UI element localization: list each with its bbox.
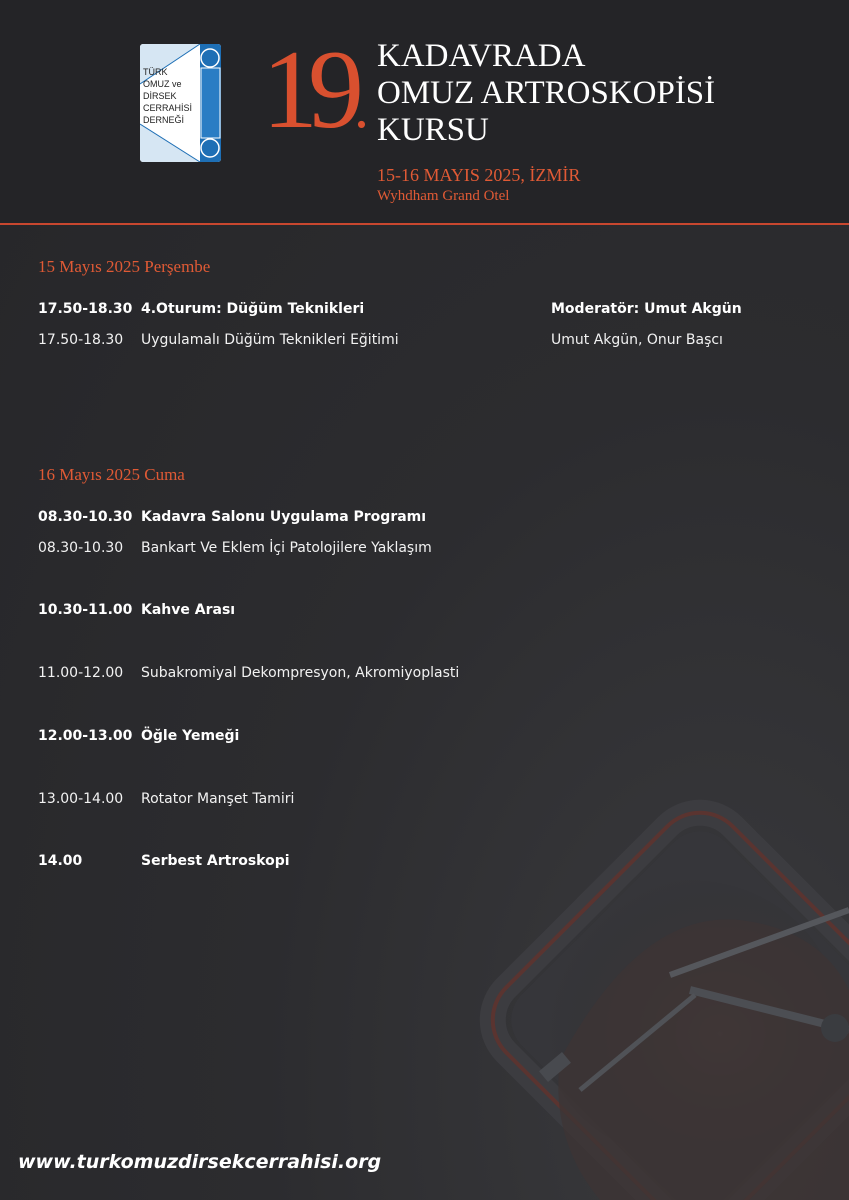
arthroscopy-illustration [440, 760, 849, 1200]
row-description: 4.Oturum: Düğüm Teknikleri [141, 301, 365, 317]
course-edition-number [262, 30, 369, 167]
row-time: 08.30-10.30 [38, 540, 124, 556]
row-description: Subakromiyal Dekompresyon, Akromiyoplasti [141, 665, 460, 681]
course-venue: Wyhdham Grand Otel [377, 188, 510, 204]
title-line: OMUZ ARTROSKOPİSİ [377, 75, 716, 111]
logo-line: OMUZ ve [143, 79, 182, 89]
row-time: 17.50-18.30 [38, 301, 133, 317]
row-description: Kahve Arası [141, 602, 236, 618]
title-line: KURSU [377, 112, 489, 148]
logo-line: DİRSEK [143, 91, 177, 101]
title-line: KADAVRADA [377, 38, 586, 74]
day-title: 16 Mayıs 2025 Cuma [38, 465, 185, 484]
row-description: Serbest Artroskopi [141, 853, 290, 869]
row-description: Bankart Ve Eklem İçi Patolojilere Yaklaşım [141, 540, 432, 556]
row-time: 11.00-12.00 [38, 665, 124, 681]
row-description: Öğle Yemeği [141, 728, 240, 744]
row-time: 12.00-13.00 [38, 728, 133, 744]
row-description: Uygulamalı Düğüm Teknikleri Eğitimi [141, 332, 399, 348]
course-date-location: 15-16 MAYIS 2025, İZMİR [377, 165, 581, 185]
row-time: 14.00 [38, 853, 83, 869]
day-title: 15 Mayıs 2025 Perşembe [38, 257, 211, 276]
row-description: Rotator Manşet Tamiri [141, 791, 295, 807]
logo-line: DERNEĞİ [143, 115, 185, 125]
logo-text [143, 66, 201, 126]
logo-line: CERRAHİSİ [143, 103, 193, 113]
row-speakers: Umut Akgün, Onur Başcı [551, 332, 723, 348]
header-divider [0, 223, 849, 225]
edition-number-text: 19 [262, 28, 354, 152]
row-time: 13.00-14.00 [38, 791, 124, 807]
row-time: 17.50-18.30 [38, 332, 124, 348]
row-time: 08.30-10.30 [38, 509, 133, 525]
website-url: www.turkomuzdirsekcerrahisi.org [18, 1151, 382, 1173]
association-logo [140, 44, 221, 162]
edition-dot: . [354, 74, 369, 140]
row-description: Kadavra Salonu Uygulama Programı [141, 509, 427, 525]
course-title [377, 38, 715, 149]
row-moderator: Moderatör: Umut Akgün [551, 301, 742, 317]
logo-line: TÜRK [143, 67, 168, 77]
row-time: 10.30-11.00 [38, 602, 133, 618]
header [0, 0, 849, 224]
